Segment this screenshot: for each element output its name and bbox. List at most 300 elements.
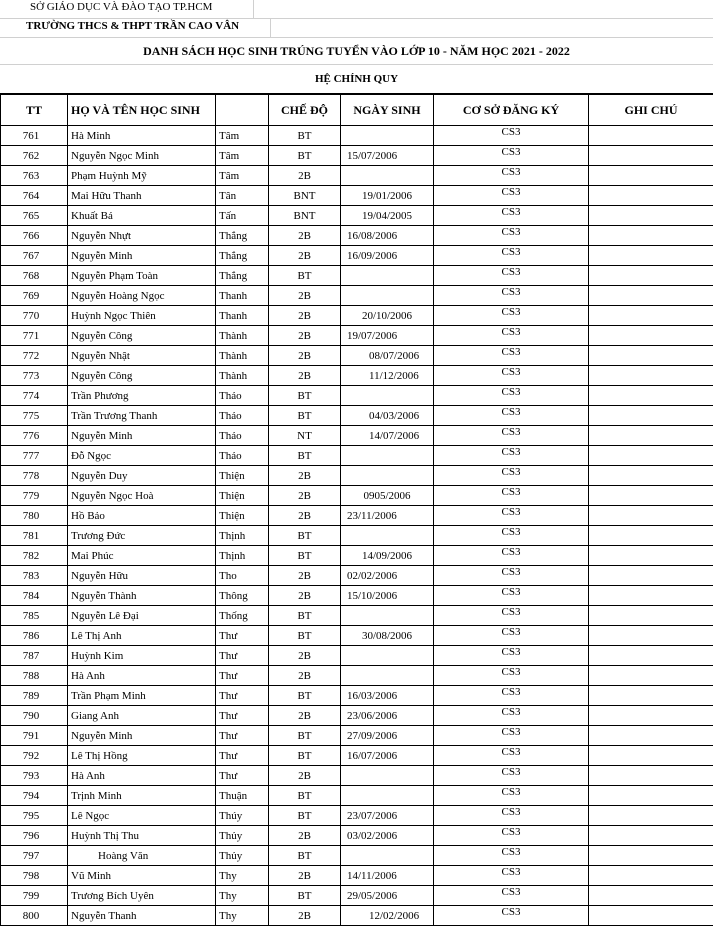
department-name: SỞ GIÁO DỤC VÀ ĐÀO TẠO TP.HCM: [30, 1, 212, 13]
campus: CS3: [434, 806, 589, 826]
student-surname: Hà Minh: [68, 126, 216, 146]
table-row: [1, 566, 713, 586]
birth-date: 15/10/2006: [341, 586, 434, 606]
campus: CS3: [434, 306, 589, 326]
regime: BT: [269, 886, 341, 906]
birth-date: [341, 766, 434, 786]
student-surname: Lê Ngọc: [68, 806, 216, 826]
student-surname: Hà Anh: [68, 666, 216, 686]
regime: 2B: [269, 226, 341, 246]
table-row: [1, 326, 713, 346]
student-surname: Nguyễn Công: [68, 326, 216, 346]
regime: 2B: [269, 646, 341, 666]
table-row: [1, 866, 713, 886]
note: [589, 566, 713, 586]
student-surname: Trương Đức: [68, 526, 216, 546]
regime: 2B: [269, 246, 341, 266]
campus: CS3: [434, 786, 589, 806]
student-surname: Trương Bích Uyên: [68, 886, 216, 906]
student-given-name: Thư: [216, 626, 269, 646]
row-number: 771: [1, 326, 68, 346]
table-row: [1, 526, 713, 546]
student-surname: Nguyễn Nhật: [68, 346, 216, 366]
birth-date: [341, 266, 434, 286]
note: [589, 606, 713, 626]
row-number: 777: [1, 446, 68, 466]
regime: BT: [269, 406, 341, 426]
student-given-name: Tấn: [216, 206, 269, 226]
student-given-name: Thành: [216, 326, 269, 346]
campus: CS3: [434, 686, 589, 706]
note: [589, 446, 713, 466]
row-number: 765: [1, 206, 68, 226]
note: [589, 726, 713, 746]
birth-date: 02/02/2006: [341, 566, 434, 586]
student-given-name: Thống: [216, 606, 269, 626]
campus: CS3: [434, 226, 589, 246]
birth-date: 23/07/2006: [341, 806, 434, 826]
regime: 2B: [269, 826, 341, 846]
note: [589, 866, 713, 886]
student-surname: Nguyễn Hữu: [68, 566, 216, 586]
row-number: 767: [1, 246, 68, 266]
regime: BT: [269, 546, 341, 566]
regime: 2B: [269, 866, 341, 886]
student-surname: Mai Hữu Thanh: [68, 186, 216, 206]
col-header-ten: [216, 95, 269, 126]
campus: CS3: [434, 266, 589, 286]
student-surname: Nguyễn Công: [68, 366, 216, 386]
student-surname: Trần Trương Thanh: [68, 406, 216, 426]
student-surname: Khuất Bá: [68, 206, 216, 226]
note: [589, 646, 713, 666]
col-header-co-so: CƠ SỞ ĐĂNG KÝ: [434, 95, 589, 126]
table-row: [1, 806, 713, 826]
student-surname: Nguyễn Ngọc Minh: [68, 146, 216, 166]
campus: CS3: [434, 746, 589, 766]
student-surname: Đỗ Ngọc: [68, 446, 216, 466]
regime: BT: [269, 606, 341, 626]
birth-date: 23/06/2006: [341, 706, 434, 726]
birth-date: 08/07/2006: [341, 346, 434, 366]
student-surname: Trần Phạm Minh: [68, 686, 216, 706]
school-row: [0, 19, 713, 38]
birth-date: 16/07/2006: [341, 746, 434, 766]
student-given-name: Thư: [216, 686, 269, 706]
student-given-name: Thiện: [216, 466, 269, 486]
note: [589, 186, 713, 206]
document-title: DANH SÁCH HỌC SINH TRÚNG TUYỂN VÀO LỚP 10 - NĂM HỌC 2021 - 2022: [0, 38, 713, 65]
campus: CS3: [434, 126, 589, 146]
student-surname: Nguyễn Lê Đại: [68, 606, 216, 626]
row-number: 761: [1, 126, 68, 146]
birth-date: [341, 786, 434, 806]
student-surname: Nguyễn Thanh: [68, 906, 216, 926]
birth-date: [341, 126, 434, 146]
student-surname: Huỳnh Kim: [68, 646, 216, 666]
campus: CS3: [434, 386, 589, 406]
row-number: 798: [1, 866, 68, 886]
campus: CS3: [434, 846, 589, 866]
regime: 2B: [269, 346, 341, 366]
regime: BT: [269, 446, 341, 466]
table-row: [1, 706, 713, 726]
row-number: 791: [1, 726, 68, 746]
regime: 2B: [269, 906, 341, 926]
note: [589, 306, 713, 326]
table-row: [1, 586, 713, 606]
note: [589, 206, 713, 226]
birth-date: [341, 666, 434, 686]
student-surname: Nguyễn Minh: [68, 726, 216, 746]
campus: CS3: [434, 426, 589, 446]
student-surname: Hoàng Văn: [68, 846, 216, 866]
table-body: [1, 126, 713, 926]
student-given-name: Thy: [216, 866, 269, 886]
student-given-name: Thư: [216, 646, 269, 666]
student-given-name: Thư: [216, 726, 269, 746]
birth-date: 11/12/2006: [341, 366, 434, 386]
student-surname: Nguyễn Thành: [68, 586, 216, 606]
campus: CS3: [434, 906, 589, 926]
campus: CS3: [434, 446, 589, 466]
student-given-name: Thảo: [216, 446, 269, 466]
campus: CS3: [434, 586, 589, 606]
row-number: 796: [1, 826, 68, 846]
row-number: 799: [1, 886, 68, 906]
table-row: [1, 546, 713, 566]
campus: CS3: [434, 326, 589, 346]
regime: BT: [269, 806, 341, 826]
note: [589, 146, 713, 166]
campus: CS3: [434, 886, 589, 906]
campus: CS3: [434, 506, 589, 526]
table-row: [1, 886, 713, 906]
birth-date: 19/01/2006: [341, 186, 434, 206]
row-number: 786: [1, 626, 68, 646]
regime: 2B: [269, 566, 341, 586]
regime: 2B: [269, 306, 341, 326]
regime: 2B: [269, 506, 341, 526]
student-given-name: Thanh: [216, 306, 269, 326]
campus: CS3: [434, 566, 589, 586]
student-given-name: Tâm: [216, 146, 269, 166]
row-number: 785: [1, 606, 68, 626]
document-subtitle: HỆ CHÍNH QUY: [0, 65, 713, 94]
cell-divider: [270, 19, 271, 37]
student-given-name: Thúy: [216, 806, 269, 826]
student-given-name: Thy: [216, 906, 269, 926]
row-number: 789: [1, 686, 68, 706]
regime: BT: [269, 786, 341, 806]
note: [589, 686, 713, 706]
row-number: 768: [1, 266, 68, 286]
note: [589, 226, 713, 246]
birth-date: [341, 646, 434, 666]
note: [589, 766, 713, 786]
note: [589, 506, 713, 526]
student-given-name: Thảo: [216, 426, 269, 446]
regime: BNT: [269, 186, 341, 206]
student-given-name: Thảo: [216, 386, 269, 406]
row-number: 780: [1, 506, 68, 526]
table-row: [1, 746, 713, 766]
note: [589, 166, 713, 186]
student-given-name: Thắng: [216, 226, 269, 246]
table-row: [1, 846, 713, 866]
table-row: [1, 386, 713, 406]
campus: CS3: [434, 146, 589, 166]
row-number: 770: [1, 306, 68, 326]
student-given-name: Thông: [216, 586, 269, 606]
regime: 2B: [269, 706, 341, 726]
row-number: 763: [1, 166, 68, 186]
campus: CS3: [434, 406, 589, 426]
campus: CS3: [434, 866, 589, 886]
student-given-name: Thủy: [216, 846, 269, 866]
campus: CS3: [434, 486, 589, 506]
birth-date: 0905/2006: [341, 486, 434, 506]
row-number: 782: [1, 546, 68, 566]
table-row: [1, 126, 713, 146]
regime: 2B: [269, 326, 341, 346]
campus: CS3: [434, 166, 589, 186]
student-given-name: Thuận: [216, 786, 269, 806]
table-row: [1, 306, 713, 326]
birth-date: 19/04/2005: [341, 206, 434, 226]
row-number: 774: [1, 386, 68, 406]
row-number: 778: [1, 466, 68, 486]
birth-date: 14/09/2006: [341, 546, 434, 566]
table-row: [1, 606, 713, 626]
birth-date: [341, 166, 434, 186]
student-surname: Huỳnh Ngọc Thiên: [68, 306, 216, 326]
note: [589, 546, 713, 566]
regime: BT: [269, 526, 341, 546]
table-row: [1, 486, 713, 506]
student-given-name: Thắng: [216, 246, 269, 266]
note: [589, 806, 713, 826]
student-given-name: Thịnh: [216, 526, 269, 546]
student-surname: Nguyễn Phạm Toàn: [68, 266, 216, 286]
table-row: [1, 446, 713, 466]
note: [589, 466, 713, 486]
birth-date: 30/08/2006: [341, 626, 434, 646]
birth-date: 12/02/2006: [341, 906, 434, 926]
campus: CS3: [434, 186, 589, 206]
col-header-ngay-sinh: NGÀY SINH: [341, 95, 434, 126]
student-given-name: Thành: [216, 366, 269, 386]
table-row: [1, 686, 713, 706]
table-row: [1, 426, 713, 446]
row-number: 790: [1, 706, 68, 726]
student-surname: Lê Thị Anh: [68, 626, 216, 646]
student-given-name: Thy: [216, 886, 269, 906]
student-surname: Nguyễn Minh: [68, 426, 216, 446]
table-row: [1, 726, 713, 746]
row-number: 772: [1, 346, 68, 366]
table-row: [1, 626, 713, 646]
regime: 2B: [269, 166, 341, 186]
regime: 2B: [269, 666, 341, 686]
student-given-name: Tâm: [216, 166, 269, 186]
note: [589, 586, 713, 606]
birth-date: 15/07/2006: [341, 146, 434, 166]
birth-date: 20/10/2006: [341, 306, 434, 326]
student-given-name: Thủy: [216, 826, 269, 846]
birth-date: 16/08/2006: [341, 226, 434, 246]
col-header-tt: TT: [1, 95, 68, 126]
table-row: [1, 166, 713, 186]
birth-date: 03/02/2006: [341, 826, 434, 846]
birth-date: [341, 286, 434, 306]
birth-date: [341, 466, 434, 486]
row-number: 781: [1, 526, 68, 546]
table-header-row: [1, 95, 713, 126]
row-number: 788: [1, 666, 68, 686]
row-number: 773: [1, 366, 68, 386]
student-surname: Huỳnh Thị Thu: [68, 826, 216, 846]
student-surname: Mai Phúc: [68, 546, 216, 566]
birth-date: [341, 446, 434, 466]
cell-divider: [253, 0, 254, 18]
student-given-name: Tho: [216, 566, 269, 586]
note: [589, 626, 713, 646]
student-given-name: Thịnh: [216, 546, 269, 566]
regime: 2B: [269, 586, 341, 606]
note: [589, 486, 713, 506]
col-header-ghi-chu: GHI CHÚ: [589, 95, 713, 126]
table-row: [1, 646, 713, 666]
table-row: [1, 286, 713, 306]
campus: CS3: [434, 626, 589, 646]
campus: CS3: [434, 766, 589, 786]
student-surname: Vũ Minh: [68, 866, 216, 886]
row-number: 784: [1, 586, 68, 606]
campus: CS3: [434, 606, 589, 626]
note: [589, 526, 713, 546]
row-number: 775: [1, 406, 68, 426]
student-surname: Trịnh Minh: [68, 786, 216, 806]
student-given-name: Tâm: [216, 126, 269, 146]
regime: BT: [269, 846, 341, 866]
note: [589, 406, 713, 426]
student-surname: Nguyễn Minh: [68, 246, 216, 266]
row-number: 793: [1, 766, 68, 786]
regime: BT: [269, 726, 341, 746]
row-number: 794: [1, 786, 68, 806]
campus: CS3: [434, 666, 589, 686]
col-header-ho-ten: HỌ VÀ TÊN HỌC SINH: [68, 95, 216, 126]
row-number: 783: [1, 566, 68, 586]
row-number: 769: [1, 286, 68, 306]
campus: CS3: [434, 526, 589, 546]
campus: CS3: [434, 706, 589, 726]
table-row: [1, 186, 713, 206]
note: [589, 426, 713, 446]
note: [589, 786, 713, 806]
note: [589, 826, 713, 846]
regime: BT: [269, 386, 341, 406]
birth-date: 27/09/2006: [341, 726, 434, 746]
table-row: [1, 266, 713, 286]
row-number: 787: [1, 646, 68, 666]
birth-date: [341, 386, 434, 406]
row-number: 795: [1, 806, 68, 826]
row-number: 766: [1, 226, 68, 246]
table-row: [1, 246, 713, 266]
table-row: [1, 226, 713, 246]
note: [589, 366, 713, 386]
note: [589, 386, 713, 406]
student-surname: Hồ Bảo: [68, 506, 216, 526]
student-given-name: Thảo: [216, 406, 269, 426]
table-row: [1, 466, 713, 486]
regime: BT: [269, 266, 341, 286]
note: [589, 846, 713, 866]
regime: NT: [269, 426, 341, 446]
row-number: 776: [1, 426, 68, 446]
row-number: 792: [1, 746, 68, 766]
student-given-name: Thanh: [216, 286, 269, 306]
regime: BT: [269, 686, 341, 706]
row-number: 779: [1, 486, 68, 506]
col-header-che-do: CHẾ ĐỘ: [269, 95, 341, 126]
note: [589, 886, 713, 906]
note: [589, 666, 713, 686]
row-number: 762: [1, 146, 68, 166]
student-surname: Nguyễn Ngọc Hoà: [68, 486, 216, 506]
regime: 2B: [269, 366, 341, 386]
student-given-name: Thắng: [216, 266, 269, 286]
student-given-name: Thiện: [216, 486, 269, 506]
birth-date: 14/07/2006: [341, 426, 434, 446]
birth-date: 16/03/2006: [341, 686, 434, 706]
student-surname: Nguyễn Nhựt: [68, 226, 216, 246]
student-surname: Nguyễn Hoàng Ngọc: [68, 286, 216, 306]
table-row: [1, 786, 713, 806]
regime: 2B: [269, 486, 341, 506]
student-given-name: Thư: [216, 706, 269, 726]
table-row: [1, 406, 713, 426]
regime: 2B: [269, 466, 341, 486]
row-number: 797: [1, 846, 68, 866]
note: [589, 246, 713, 266]
regime: BT: [269, 126, 341, 146]
table-row: [1, 206, 713, 226]
campus: CS3: [434, 726, 589, 746]
campus: CS3: [434, 646, 589, 666]
campus: CS3: [434, 826, 589, 846]
note: [589, 326, 713, 346]
birth-date: 16/09/2006: [341, 246, 434, 266]
table-row: [1, 666, 713, 686]
campus: CS3: [434, 346, 589, 366]
row-number: 764: [1, 186, 68, 206]
birth-date: [341, 526, 434, 546]
campus: CS3: [434, 286, 589, 306]
department-row: [0, 0, 713, 19]
regime: BT: [269, 626, 341, 646]
regime: 2B: [269, 766, 341, 786]
table-row: [1, 766, 713, 786]
student-given-name: Thư: [216, 666, 269, 686]
student-given-name: Thành: [216, 346, 269, 366]
student-given-name: Tân: [216, 186, 269, 206]
note: [589, 126, 713, 146]
regime: BT: [269, 746, 341, 766]
student-surname: Giang Anh: [68, 706, 216, 726]
